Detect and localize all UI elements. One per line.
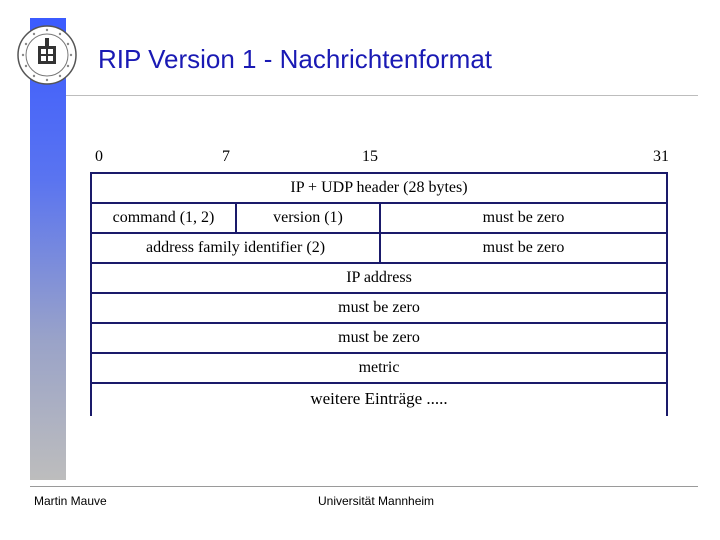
title-divider	[66, 95, 698, 96]
header-field: IP + UDP header (28 bytes)	[90, 172, 668, 204]
footer-institution: Universität Mannheim	[318, 494, 435, 508]
university-seal-icon	[16, 24, 78, 86]
must-be-zero-field-4: must be zero	[90, 322, 668, 354]
metric-field: metric	[90, 352, 668, 384]
slide-title: RIP Version 1 - Nachrichtenformat	[98, 44, 493, 74]
bit-label-0: 0	[95, 148, 103, 165]
bit-label-7: 7	[222, 148, 230, 165]
command-field: command (1, 2)	[90, 202, 237, 234]
bit-label-31: 31	[653, 148, 669, 165]
footer-author: Martin Mauve	[34, 494, 107, 508]
sidebar-accent-bar	[30, 18, 66, 480]
must-be-zero-field-2: must be zero	[379, 232, 668, 264]
must-be-zero-field-3: must be zero	[90, 292, 668, 324]
bit-label-15: 15	[362, 148, 378, 165]
footer-divider	[30, 486, 698, 487]
more-entries-row: weitere Einträge .....	[90, 382, 668, 416]
address-family-field: address family identifier (2)	[90, 232, 381, 264]
ip-address-field: IP address	[90, 262, 668, 294]
version-field: version (1)	[235, 202, 381, 234]
must-be-zero-field-1: must be zero	[379, 202, 668, 234]
